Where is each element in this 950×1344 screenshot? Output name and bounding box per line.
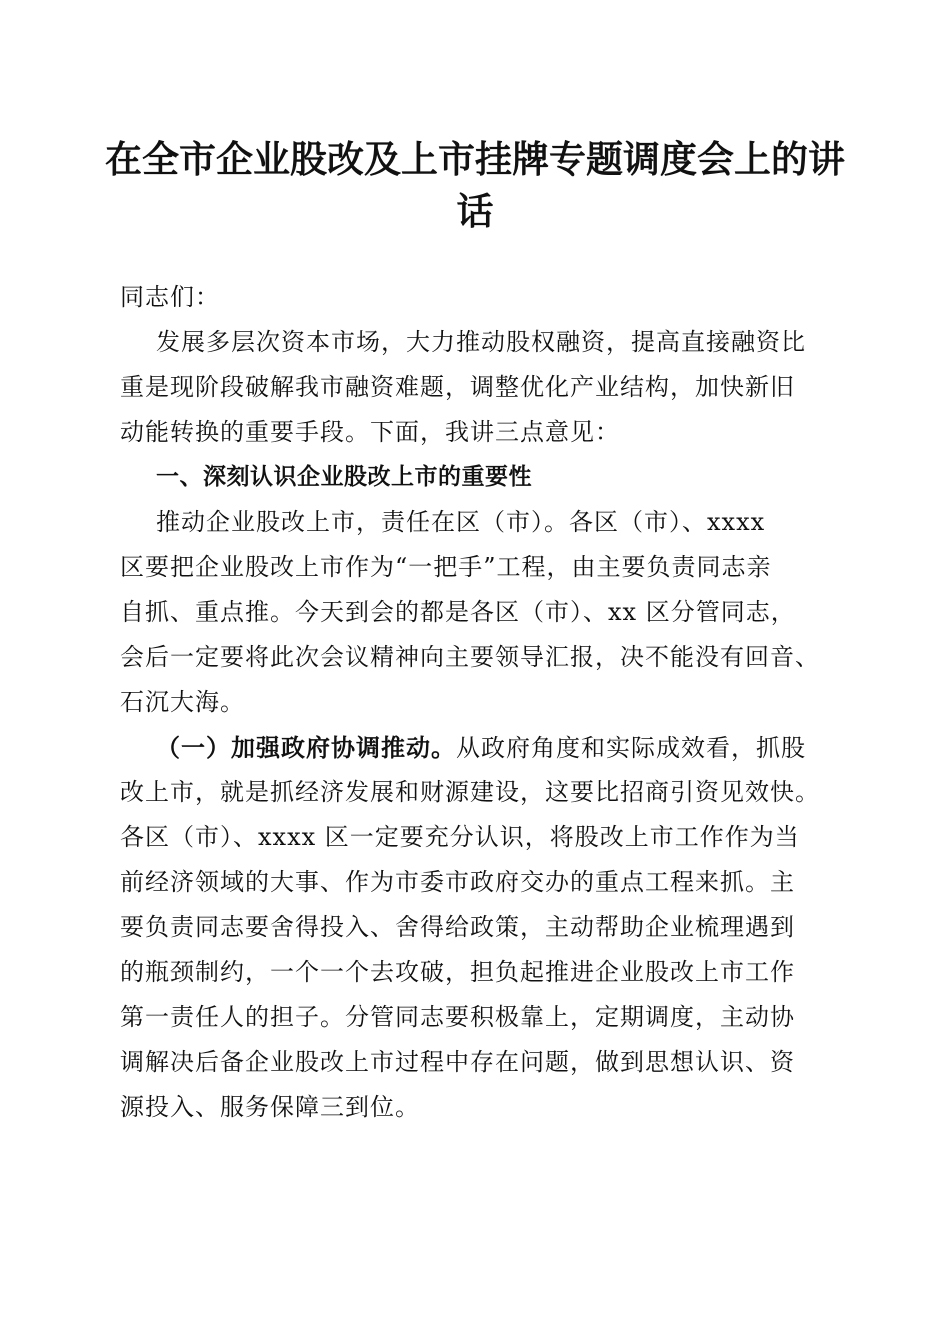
paragraph-line: 改上市，就是抓经济发展和财源建设，这要比招商引资见效快。 bbox=[120, 778, 820, 806]
paragraph-line: 发展多层次资本市场，大力推动股权融资，提高直接融资比 bbox=[156, 328, 806, 356]
title-line-1: 在全市企业股改及上市挂牌专题调度会上的讲 bbox=[105, 137, 845, 181]
document-body bbox=[120, 275, 836, 1130]
paragraph-line: 会后一定要将此次会议精神向主要领导汇报，决不能没有回音、 bbox=[120, 643, 820, 671]
subsection-first-line-rest: 从政府角度和实际成效看，抓股 bbox=[456, 734, 806, 762]
document-title bbox=[100, 133, 850, 237]
title-line-2: 话 bbox=[456, 189, 494, 233]
section1-paragraph bbox=[120, 500, 836, 725]
intro-paragraph bbox=[120, 320, 836, 455]
paragraph-line: 调解决后备企业股改上市过程中存在问题，做到思想认识、资 bbox=[120, 1048, 795, 1076]
paragraph-line: 自抓、重点推。今天到会的都是各区（市）、xx 区分管同志， bbox=[120, 598, 796, 626]
paragraph-line: 区要把企业股改上市作为“一把手”工程，由主要负责同志亲 bbox=[120, 553, 772, 581]
paragraph-line: 第一责任人的担子。分管同志要积极靠上，定期调度，主动协 bbox=[120, 1003, 795, 1031]
paragraph-line: 前经济领域的大事、作为市委市政府交办的重点工程来抓。主 bbox=[120, 868, 795, 896]
paragraph-line: 推动企业股改上市，责任在区（市）。各区（市）、xxxx bbox=[156, 508, 766, 536]
paragraph-line: 的瓶颈制约，一个一个去攻破，担负起推进企业股改上市工作 bbox=[120, 958, 795, 986]
paragraph-line: 各区（市）、xxxx 区一定要充分认识，将股改上市工作作为当 bbox=[120, 823, 800, 851]
paragraph-line: 源投入、服务保障三到位。 bbox=[120, 1093, 420, 1121]
paragraph-line bbox=[120, 725, 836, 770]
paragraph-line: 石沉大海。 bbox=[120, 688, 245, 716]
paragraph-line: 动能转换的重要手段。下面，我讲三点意见： bbox=[120, 418, 620, 446]
paragraph-line: 要负责同志要舍得投入、舍得给政策，主动帮助企业梳理遇到 bbox=[120, 913, 795, 941]
paragraph-line: 重是现阶段破解我市融资难题，调整优化产业结构，加快新旧 bbox=[120, 373, 795, 401]
section-heading-1: 一、深刻认识企业股改上市的重要性 bbox=[156, 464, 532, 490]
subsection-heading-1: （一）加强政府协调推动。 bbox=[156, 733, 456, 762]
salutation: 同志们： bbox=[120, 283, 220, 311]
subsection1-paragraph bbox=[120, 725, 836, 1130]
